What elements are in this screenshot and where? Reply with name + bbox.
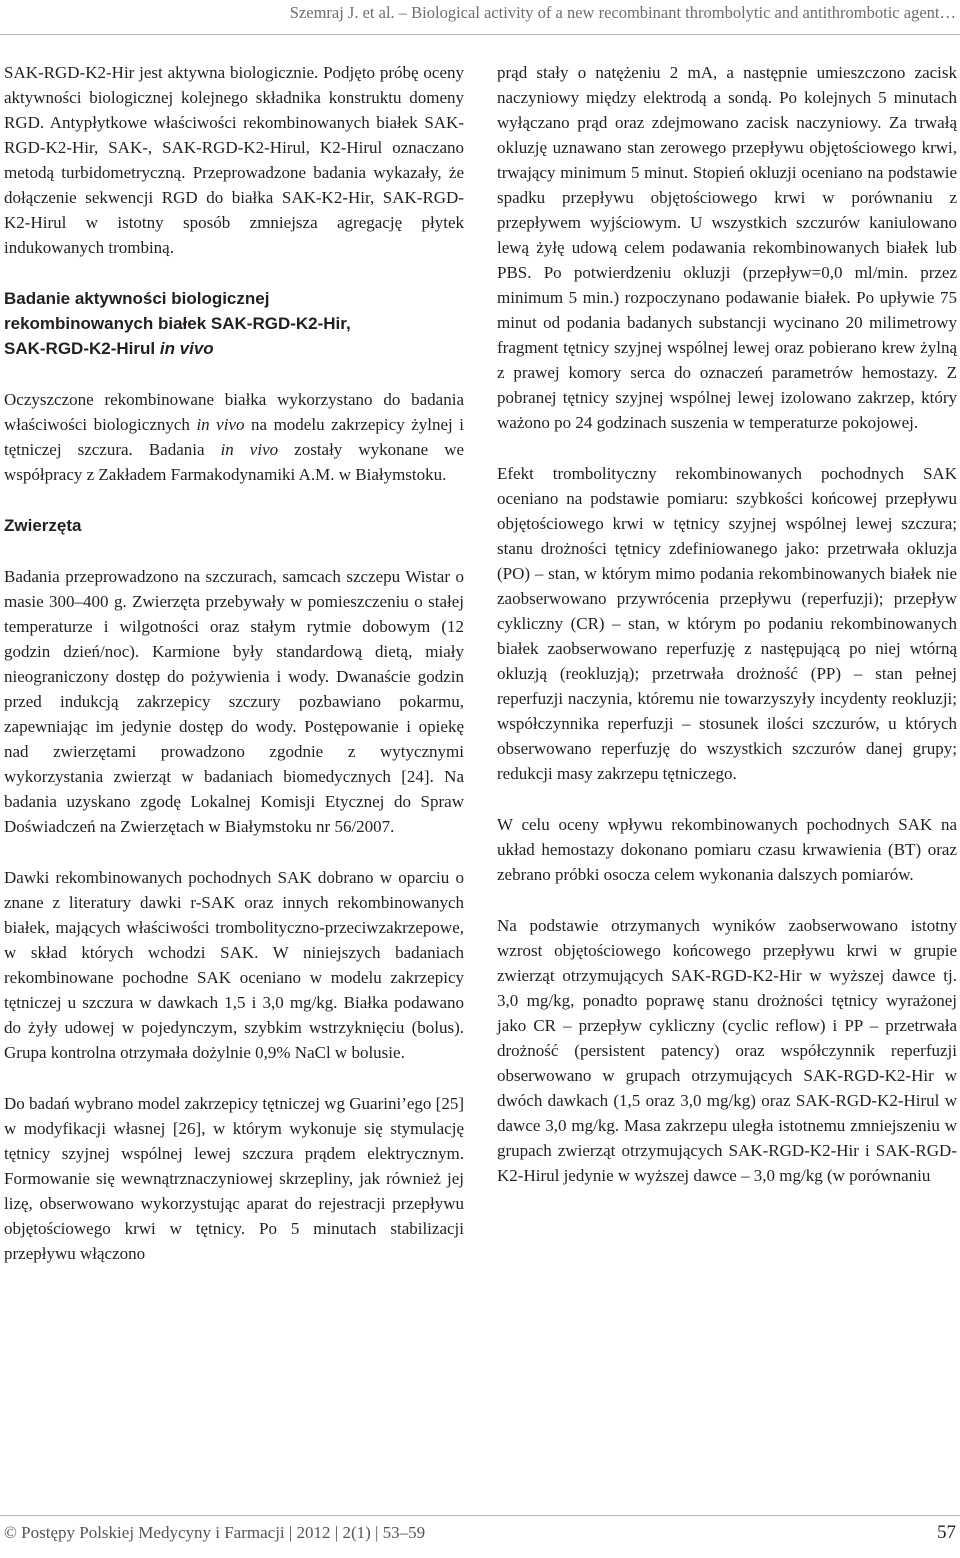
paragraph-thrombosis-model: Do badań wybrano model zakrzepicy tętniczej wg Guarini’ego [25] w modyfikacji własnej [26], w którym wykonuje się stymulację tętnicy szyjnej wspólnej lewej szczura prądem elektrycznym. Formowanie się wewnątrznaczyniowej skrzepliny, jak również jej lizę, obserwowano wykorzystując aparat do rejestracji przepływu objętościowego krwi w tętnicy. Po 5 minutach stabilizacji przepływu włączono (4, 1094, 464, 1263)
paragraph-thrombolytic-effect: Efekt trombolityczny rekombinowanych pochodnych SAK oceniano na podstawie pomiaru: szybkości końcowej przepływu objętościowego krwi w tętnicy szyjnej wspólnej lewej szczura; stanu drożności tętnicy zdefiniowanego jako: przetrwała okluzja (PO) – stan, w którym mimo podania rekombinowanych białek nie zaobserwowano przywrócenia przepływu (reperfuzji); przepływ cykliczny (CR) – stan, w którym po podaniu rekombinowanych białek zaobserwowano reperfuzję z następującą po niej wtórną okluzją (reokluzją); przetrwała drożność (PP) – stan pełnej reperfuzji naczynia, któremu nie towarzyszyły incydenty reokluzji; współczynnika reperfuzji – stosunek ilości szczurów, u których obserwowano reperfuzję do wszystkich szczurów danej grupy; redukcji masy zakrzepu tętniczego. (497, 464, 957, 783)
paragraph-purified-proteins (4, 387, 464, 487)
page-number: 57 (937, 1522, 956, 1543)
heading-line-3: SAK-RGD-K2-Hirul (4, 339, 156, 358)
section-heading-in-vivo (4, 286, 464, 361)
paragraph-results: Na podstawie otrzymanych wyników zaobserwowano istotny wzrost objętościowego końcowego przepływu krwi w grupie zwierząt otrzymujących SAK-RGD-K2-Hir w wyższej dawce tj. 3,0 mg/kg, ponadto poprawę stanu drożności tętnicy wyrażonej jako CR – przepływ cykliczny (cyclic reflow) i PP – przetrwała drożność (persistent patency) oraz współczynnik reperfuzji obserwowano w grupach otrzymujących SAK-RGD-K2-Hir w dwóch dawkach (1,5 oraz 3,0 mg/kg) oraz SAK-RGD-K2-Hirul w dawce 3,0 mg/kg. Masa zakrzepu uległa istotnemu zmniejszeniu w grupach zwierząt otrzymujących SAK-RGD-K2-Hir i SAK-RGD-K2-Hirul jedynie w wyższej dawce – 3,0 mg/kg (w porównaniu (497, 916, 957, 1185)
paragraph-rgd-activity: SAK-RGD-K2-Hir jest aktywna biologicznie. Podjęto próbę oceny aktywności biologicznej kolejnego składnika konstruktu domeny RGD. Antypłytkowe właściwości rekombinowanych białek SAK-RGD-K2-Hir, SAK-, SAK-RGD-K2-Hirul, K2-Hirul oznaczano metodą turbidometryczną. Przeprowadzone badania wykazały, że dołączenie sekwencji RGD do białka SAK-K2-Hir, SAK-RGD-K2-Hirul w istotny sposób zmniejsza agregację płytek indukowanych trombiną. (4, 63, 464, 257)
paragraph-animals: Badania przeprowadzono na szczurach, samcach szczepu Wistar o masie 300–400 g. Zwierzęta przebywały w pomieszczeniu o stałej temperaturze i wilgotności oraz stałym rytmie dobowym (12 godzin dzień/noc). Karmione były standardową dietą, miały nieograniczony dostęp do pożywienia i wody. Dwanaście godzin przed indukcją zakrzepicy szczury pozbawiano pokarmu, zapewniając im jedynie dostęp do wody. Postępowanie i opiekę nad zwierzętami prowadzono zgodnie z wytycznymi wykorzystania zwierząt w badaniach biomedycznych [24]. Na badania uzyskano zgodę Lokalnej Komisji Etycznej do Spraw Doświadczeń na Zwierzętach w Białymstoku nr 56/2007. (4, 567, 464, 836)
heading-line-2: rekombinowanych białek SAK-RGD-K2-Hir, (4, 314, 351, 333)
text-segment: na modelu zakrzepicy żylnej i tętniczej szczura. Badania (4, 415, 464, 459)
italic-in-vivo: in vivo (220, 440, 279, 459)
heading-italic-in-vivo: in vivo (159, 339, 214, 358)
running-title: Szemraj J. et al. – Biological activity of a new recombinant thrombolytic and antithrombotic agent… (289, 3, 956, 22)
paragraph-procedure: prąd stały o natężeniu 2 mA, a następnie umieszczono zacisk naczyniowy między elektrodą a sondą. Po kolejnych 5 minutach wyłączano prąd oraz zdejmowano zacisk naczyniowy. Za trwałą okluzję uznawano stan zerowego przepływu objętościowego krwi, trwający minimum 5 minut. Stopień okluzji oceniano na podstawie spadku przepływu objętościowego krwi w porównaniu z przepływem wyjściowym. U wszystkich szczurów kaniulowano lewą żyłę udową celem podawania rekombinowanych białek lub PBS. Po potwierdzeniu okluzji (przepływ=0,0 ml/min. przez minimum 5 min.) rozpoczynano podawanie białek. Po upływie 75 minut od podania badanych substancji wycinano 20 milimetrowy fragment tętnicy szyjnej wspólnej lewej oraz pobierano krew żylną z prawej komory serca do oznaczeń parametrów hemostazy. Z pobranej tętnicy szyjnej wspólnej lewej izolowano zakrzep, który ważono po 24 godzinach suszenia w temperaturze pokojowej. (497, 63, 957, 432)
journal-citation: © Postępy Polskiej Medycyny i Farmacji | 2012 | 2(1) | 53–59 (4, 1523, 426, 1542)
italic-in-vivo: in vivo (196, 415, 245, 434)
text-segment: zostały wykonane we współpracy z Zakładem Farmakodynamiki A.M. w Białymstoku. (4, 440, 465, 484)
heading-line-1: Badanie aktywności biologicznej (4, 289, 270, 308)
right-column (497, 60, 957, 1214)
text-segment: Oczyszczone rekombinowane białka wykorzystano do badania właściwości biologicznych (4, 390, 464, 434)
section-heading-animals: Zwierzęta (4, 516, 82, 535)
page-footer (0, 1515, 960, 1558)
running-header (0, 0, 960, 35)
left-column (4, 60, 464, 1292)
paragraph-doses: Dawki rekombinowanych pochodnych SAK dobrano w oparciu o znane z literatury dawki r-SAK oraz innych rekombinowanych białek, mających właściwości trombolityczno-przeciwzakrzepowe, w skład których wchodzi SAK. W niniejszych badaniach rekombinowane pochodne SAK oceniano w modelu zakrzepicy tętniczej u szczura w dawkach 1,5 i 3,0 mg/kg. Białka podawano do żyły udowej w pojedynczym, szybkim wstrzyknięciu (bolus). Grupa kontrolna otrzymała dożylnie 0,9% NaCl w bolusie. (4, 868, 464, 1062)
paragraph-hemostasis: W celu oceny wpływu rekombinowanych pochodnych SAK na układ hemostazy dokonano pomiaru czasu krwawienia (BT) oraz zebrano próbki osocza celem wykonania dalszych pomiarów. (497, 815, 957, 884)
